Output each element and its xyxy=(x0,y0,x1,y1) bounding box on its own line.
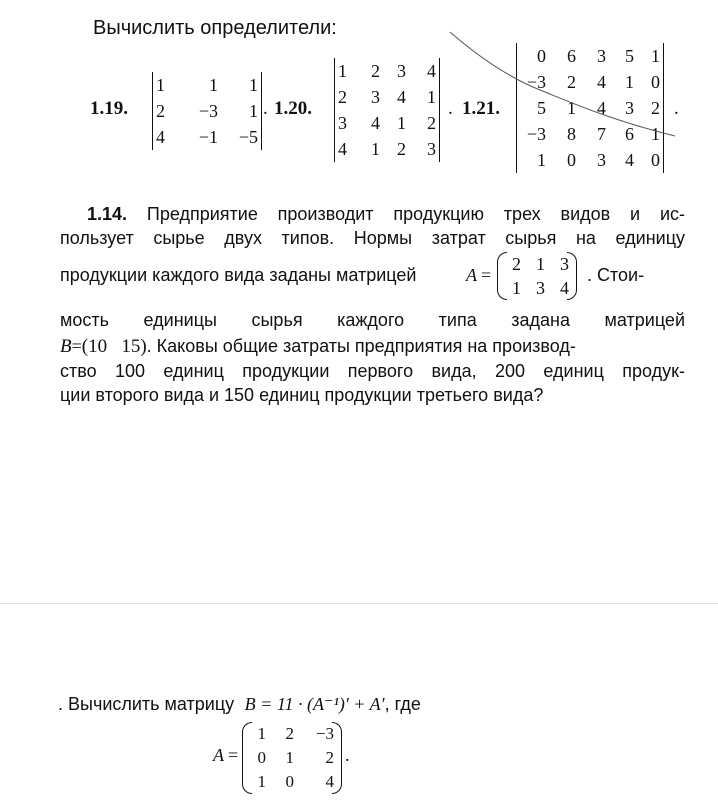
cell: 3 xyxy=(597,149,606,170)
determinant-1-19 xyxy=(152,72,262,150)
cell: 6 xyxy=(567,45,576,66)
text-line-with-matrix xyxy=(60,250,685,306)
determinant-table xyxy=(156,72,258,150)
problem-bottom xyxy=(58,692,421,716)
text: Предприятие производит продукцию трех видов и ис- xyxy=(146,204,685,224)
problem-label-1-20: 1.20. xyxy=(274,98,312,119)
matrix-a-name: A xyxy=(466,265,477,285)
trail-dot: . xyxy=(345,745,350,765)
cell: 5 xyxy=(625,45,634,66)
cell: 1 xyxy=(651,45,660,66)
text: , где xyxy=(384,694,421,714)
cell: 1 xyxy=(257,724,266,743)
cell: 1 xyxy=(371,138,380,159)
cell: 4 xyxy=(325,772,334,791)
cell: 0 xyxy=(651,149,660,170)
matrix-b: (10 15) xyxy=(81,336,147,357)
cell: −3 xyxy=(526,71,546,92)
cell: 1 xyxy=(338,60,347,81)
cell: 2 xyxy=(338,86,347,107)
left-paren xyxy=(242,722,252,794)
trail-dot: . xyxy=(263,98,268,119)
cell: 2 xyxy=(325,748,334,767)
problem-1-14 xyxy=(60,202,685,407)
text-line: пользует сырье двух типов. Нормы затрат сырья на единицу xyxy=(60,228,685,248)
matrix-a-bottom xyxy=(242,722,342,794)
cell: 1 xyxy=(156,74,165,95)
cell: 2 xyxy=(156,100,165,121)
matrix-a xyxy=(497,252,577,300)
cell: 2 xyxy=(397,138,406,159)
pen-strike-mark xyxy=(440,28,680,148)
cell: −3 xyxy=(526,123,546,144)
text: . Вычислить матрицу xyxy=(58,694,235,714)
cell: 3 xyxy=(397,60,406,81)
cell: 4 xyxy=(625,149,634,170)
cell: 8 xyxy=(567,123,576,144)
cell: 1 xyxy=(651,123,660,144)
cell: 1 xyxy=(257,772,266,791)
cell: 4 xyxy=(427,60,436,81)
cell: 7 xyxy=(597,123,606,144)
cell: −1 xyxy=(198,126,218,147)
text-line xyxy=(60,202,685,226)
cell: 1 xyxy=(512,278,521,298)
cell: 4 xyxy=(371,112,380,133)
cell: 5 xyxy=(537,97,546,118)
cell: 3 xyxy=(338,112,347,133)
cell: 3 xyxy=(625,97,634,118)
cell: 4 xyxy=(560,278,569,298)
trail-dot: . xyxy=(674,98,679,119)
equals-sign: = xyxy=(71,336,82,356)
text: продукции каждого вида заданы матрицей xyxy=(60,265,417,285)
cell: 1 xyxy=(537,149,546,170)
cell: −5 xyxy=(238,126,258,147)
problem-label-1-14: 1.14. xyxy=(87,204,128,224)
right-paren xyxy=(567,252,577,300)
cell: 2 xyxy=(567,71,576,92)
cell: 0 xyxy=(285,772,294,791)
cell: −3 xyxy=(315,724,334,743)
text: . Стои- xyxy=(587,265,645,285)
cell: 2 xyxy=(512,254,521,274)
cell: −3 xyxy=(198,100,218,121)
determinant-table xyxy=(338,58,436,162)
right-paren xyxy=(332,722,342,794)
cell: 0 xyxy=(257,748,266,767)
trail-dot: . xyxy=(448,98,453,119)
cell: 1 xyxy=(285,748,294,767)
cell: 4 xyxy=(597,71,606,92)
cell: 1 xyxy=(567,97,576,118)
text-line: ции второго вида и 150 единиц продукции третьего вида? xyxy=(60,385,544,405)
cell: 1 xyxy=(625,71,634,92)
cell: 3 xyxy=(536,278,545,298)
cell: 2 xyxy=(427,112,436,133)
cell: 3 xyxy=(371,86,380,107)
page-divider xyxy=(0,603,718,604)
text-line: ство 100 единиц продукции первого вида, 200 единиц продук- xyxy=(60,361,685,381)
equals-sign: = xyxy=(228,745,239,765)
cell: 1 xyxy=(249,74,258,95)
cell: 1 xyxy=(536,254,545,274)
matrix-b-name: B xyxy=(60,336,72,357)
matrix-table xyxy=(505,252,569,300)
text: . Каковы общие затраты предприятия на производ- xyxy=(146,336,576,356)
equals-sign: = xyxy=(481,265,492,285)
cell: 1 xyxy=(397,112,406,133)
matrix-table xyxy=(250,722,334,794)
cell: 4 xyxy=(397,86,406,107)
cell: 4 xyxy=(338,138,347,159)
cell: 6 xyxy=(625,123,634,144)
text-line: мость единицы сырья каждого типа задана матрицей xyxy=(60,310,685,330)
cell: 3 xyxy=(560,254,569,274)
cell: 1 xyxy=(427,86,436,107)
cell: 1 xyxy=(209,74,218,95)
formula: B = 11 · (A⁻¹)′ + A′ xyxy=(244,694,385,714)
text-line xyxy=(60,334,685,359)
cell: 4 xyxy=(156,126,165,147)
cell: 1 xyxy=(249,100,258,121)
cell: 4 xyxy=(597,97,606,118)
matrix-a-name: A xyxy=(213,745,224,765)
problem-label-1-19: 1.19. xyxy=(90,98,128,119)
cell: 2 xyxy=(651,97,660,118)
cell: 0 xyxy=(537,45,546,66)
cell: 0 xyxy=(567,149,576,170)
cell: 2 xyxy=(371,60,380,81)
cell: 0 xyxy=(651,71,660,92)
problem-label-1-21: 1.21. xyxy=(462,98,500,119)
section-title: Вычислить определители: xyxy=(93,17,337,39)
cell: 2 xyxy=(285,724,294,743)
cell: 3 xyxy=(597,45,606,66)
cell: 3 xyxy=(427,138,436,159)
determinant-1-20 xyxy=(334,58,440,162)
left-paren xyxy=(497,252,507,300)
